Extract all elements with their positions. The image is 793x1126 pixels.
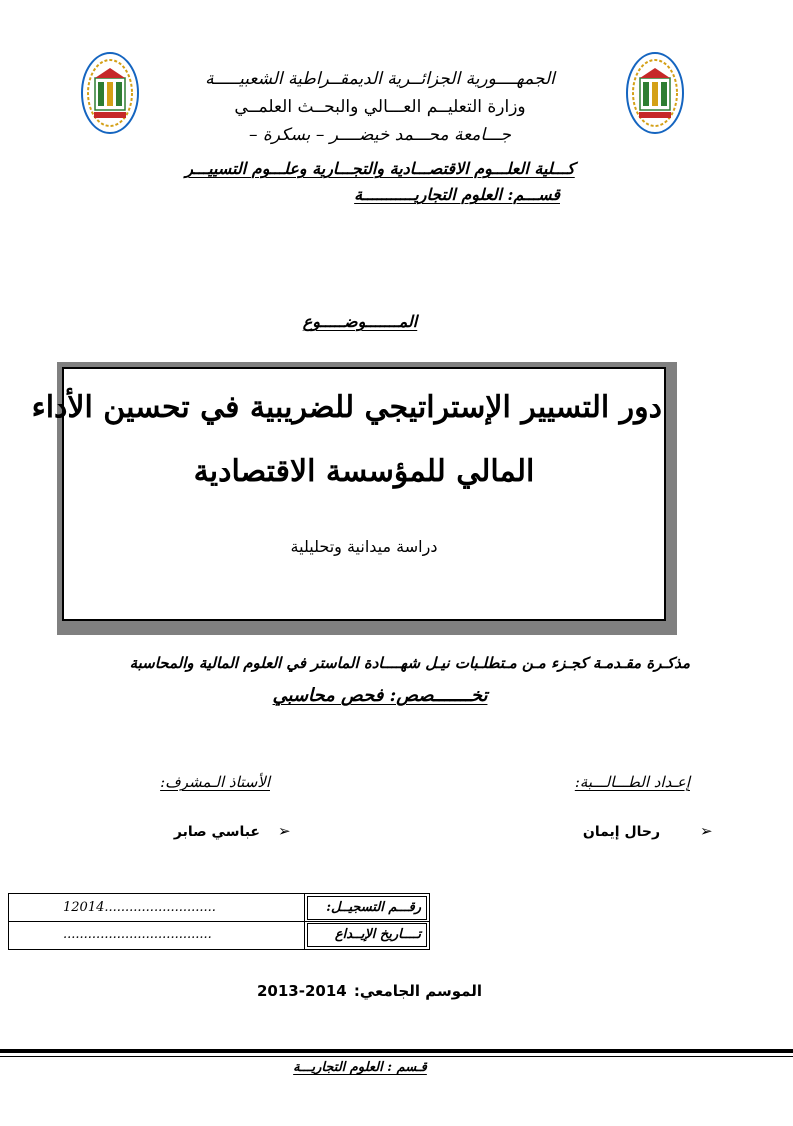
ministry-name: وزارة التعليــم العـــالي والبحــث العلمــي — [234, 97, 526, 117]
footer-rule — [0, 1049, 793, 1053]
supervisor-name: عباسي صابر — [173, 824, 260, 840]
university-seal-icon-left — [80, 50, 140, 136]
registration-row — [9, 894, 429, 921]
reg-number-value: 12014........................... — [63, 900, 216, 915]
thesis-note: مذكـرة مقـدمـة كجـزء مـن مـتطلـبات نيـل شهــــادة الماستر في العلوم المالية والمحاسبة — [129, 654, 690, 672]
supervisor-label: الأستاذ الـمشرف: — [160, 773, 270, 791]
footer-department: قـسم : العلوم التجاريـــة — [293, 1060, 427, 1075]
reg-number-label: رقـــم التسجيــل: — [326, 900, 421, 915]
student-label: إعـداد الطـــالـــبة: — [574, 773, 690, 791]
university-name: جـــامعة محـــمد خيضــــر – بسكرة – — [248, 125, 512, 145]
footer-rule-thin — [0, 1056, 793, 1057]
specialization: تخـــــــصص: فحص محاسبي — [272, 685, 488, 706]
thesis-subtitle: دراسة ميدانية وتحليلية — [290, 537, 438, 556]
thesis-title-line1: دور التسيير الإستراتيجي للضريبية في تحسين الأداء — [31, 390, 662, 425]
deposit-date-value: .................................... — [63, 927, 212, 942]
academic-year-label: الموسم الجامعي: — [353, 982, 482, 1000]
bullet-arrow-icon: ➢ — [278, 822, 291, 840]
subject-label: المـــــــوضـــــوع — [302, 312, 418, 331]
department-name: قســـم: العلوم التجاريـــــــــــة — [354, 185, 560, 204]
bullet-arrow-icon: ➢ — [700, 822, 713, 840]
student-name: رحال إيمان — [582, 824, 660, 840]
deposit-date-label: تــــاريخ الإيــداع — [334, 927, 421, 942]
academic-year: 2013-2014 — [257, 982, 347, 1000]
republic-name: الجمهــــورية الجزائــرية الديمقــراطية الشعبيـــــة — [205, 69, 555, 89]
deposit-row — [9, 921, 429, 948]
registration-table — [8, 893, 430, 950]
faculty-name: كـــلية العلـــوم الاقتصـــادية والتجـــارية وعلـــوم التسييـــر — [185, 159, 575, 178]
university-seal-icon-right — [625, 50, 685, 136]
thesis-title-line2: المالي للمؤسسة الاقتصادية — [193, 454, 535, 489]
